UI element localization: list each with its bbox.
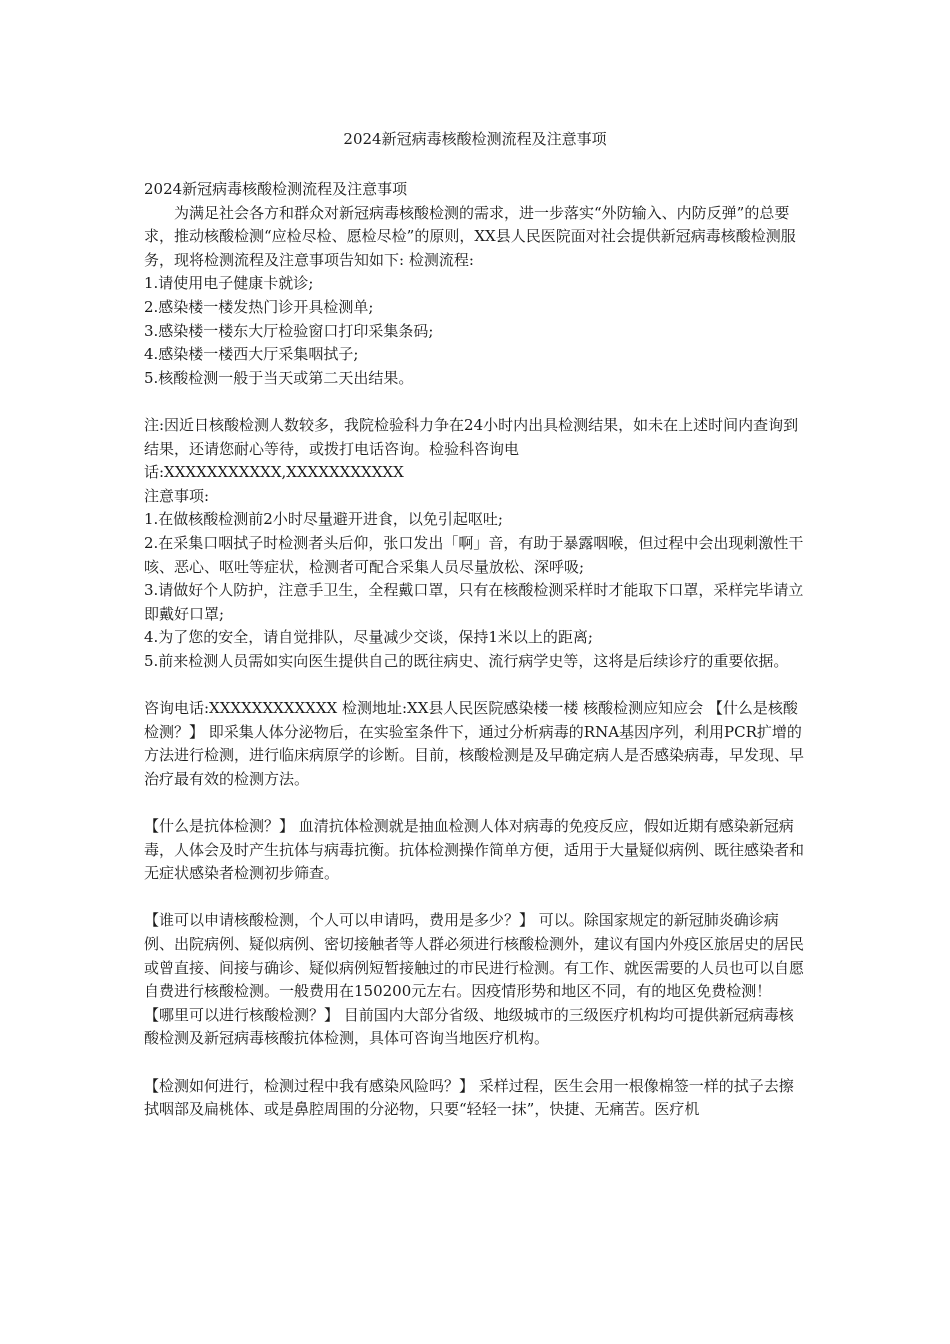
process-step: 4.感染楼一楼西大厅采集咽拭子; xyxy=(144,345,359,364)
intro-paragraph: 为满足社会各方和群众对新冠病毒核酸检测的需求，进一步落实“外防输入、内防反弹”的总要求，推动核酸检测“应检尽检、愿检尽检”的原则，XX县人民医院面对社会提供新冠病毒核酸检测服务，现将检测流程及注意事项告知如下: 检测流程: xyxy=(144,203,796,269)
precaution-item: 5.前来检测人员需如实向医生提供自己的既往病史、流行病学史等，这将是后续诊疗的重要依据。 xyxy=(144,651,789,670)
paragraph-spacer xyxy=(144,673,806,697)
precaution-item: 4.为了您的安全，请自觉排队，尽量减少交谈，保持1米以上的距离; xyxy=(144,628,593,647)
note-phone-line: 话:XXXXXXXXXXX,XXXXXXXXXXX xyxy=(144,463,404,482)
paragraph-spacer xyxy=(144,1051,806,1075)
how-test-paragraph: 【检测如何进行，检测过程中我有感染风险吗？】 采样过程，医生会用一根像棉签一样的拭子去擦拭咽部及扁桃体、或是鼻腔周围的分泌物，只要“轻轻一抹”，快捷、无痛苦。医疗机 xyxy=(144,1076,794,1119)
paragraph-spacer xyxy=(144,390,806,414)
process-step: 5.核酸检测一般于当天或第二天出结果。 xyxy=(144,368,414,387)
document-body xyxy=(144,178,806,1122)
process-step: 1.请使用电子健康卡就诊; xyxy=(144,274,314,293)
precautions-heading: 注意事项: xyxy=(144,486,210,505)
process-step: 2.感染楼一楼发热门诊开具检测单; xyxy=(144,297,374,316)
antibody-paragraph: 【什么是抗体检测？】 血清抗体检测就是抽血检测人体对病毒的免疫反应，假如近期有感染新冠病毒，人体会及时产生抗体与病毒抗衡。抗体检测操作简单方便，适用于大量疑似病例、既往感染者和无症状感染者检测初步筛查。 xyxy=(144,817,805,883)
document-title: 2024新冠病毒核酸检测流程及注意事项 xyxy=(343,130,607,148)
precaution-item: 1.在做核酸检测前2小时尽量避开进食，以免引起呕吐; xyxy=(144,510,503,529)
document-heading: 2024新冠病毒核酸检测流程及注意事项 xyxy=(144,180,408,198)
paragraph-spacer xyxy=(144,791,806,815)
paragraph-spacer xyxy=(144,886,806,910)
precaution-item: 3.请做好个人防护，注意手卫生，全程戴口罩，只有在核酸检测采样时才能取下口罩，采样完毕请立即戴好口罩; xyxy=(144,581,804,623)
precaution-item: 2.在采集口咽拭子时检测者头后仰，张口发出「啊」音，有助于暴露咽喉，但过程中会出现刺激性干咳、恶心、呕吐等症状，检测者可配合采集人员尽量放松、深呼吸; xyxy=(144,533,804,576)
who-can-apply-paragraph: 【谁可以申请核酸检测，个人可以申请吗，费用是多少？】 可以。除国家规定的新冠肺炎确诊病例、出院病例、疑似病例、密切接触者等人群必须进行核酸检测外，建议有国内外疫区旅居史的居民或曾直接、间接与确诊、疑似病例短暂接触过的市民进行检测。有工作、就医需要的人员也可以自愿自费进行核酸检测。一般费用在150200元左右。因疫情形势和地区不同，有的地区免费检测！ 【哪里可以进行核酸检测？】 目前国内大部分省级、地级城市的三级医疗机构均可提供新冠病毒核酸检测及新冠病毒核酸抗体检测，具体可咨询当地医疗机构。 xyxy=(144,911,805,1048)
note-paragraph: 注:因近日核酸检测人数较多，我院检验科力争在24小时内出具检测结果，如未在上述时间内查询到结果，还请您耐心等待，或拨打电话咨询。检验科咨询电 xyxy=(144,415,799,458)
process-step: 3.感染楼一楼东大厅检验窗口打印采集条码; xyxy=(144,321,434,340)
consult-paragraph: 咨询电话:XXXXXXXXXXXX 检测地址:XX县人民医院感染楼一楼 核酸检测应知应会 【什么是核酸检测？】 即采集人体分泌物后，在实验室条件下，通过分析病毒的RNA基因序列，利用PCR扩增的方法进行检测，进行临床病原学的诊断。目前，核酸检测是及早确定病人是否感染病毒，早发现、早治疗最有效的检测方法。 xyxy=(144,699,805,788)
